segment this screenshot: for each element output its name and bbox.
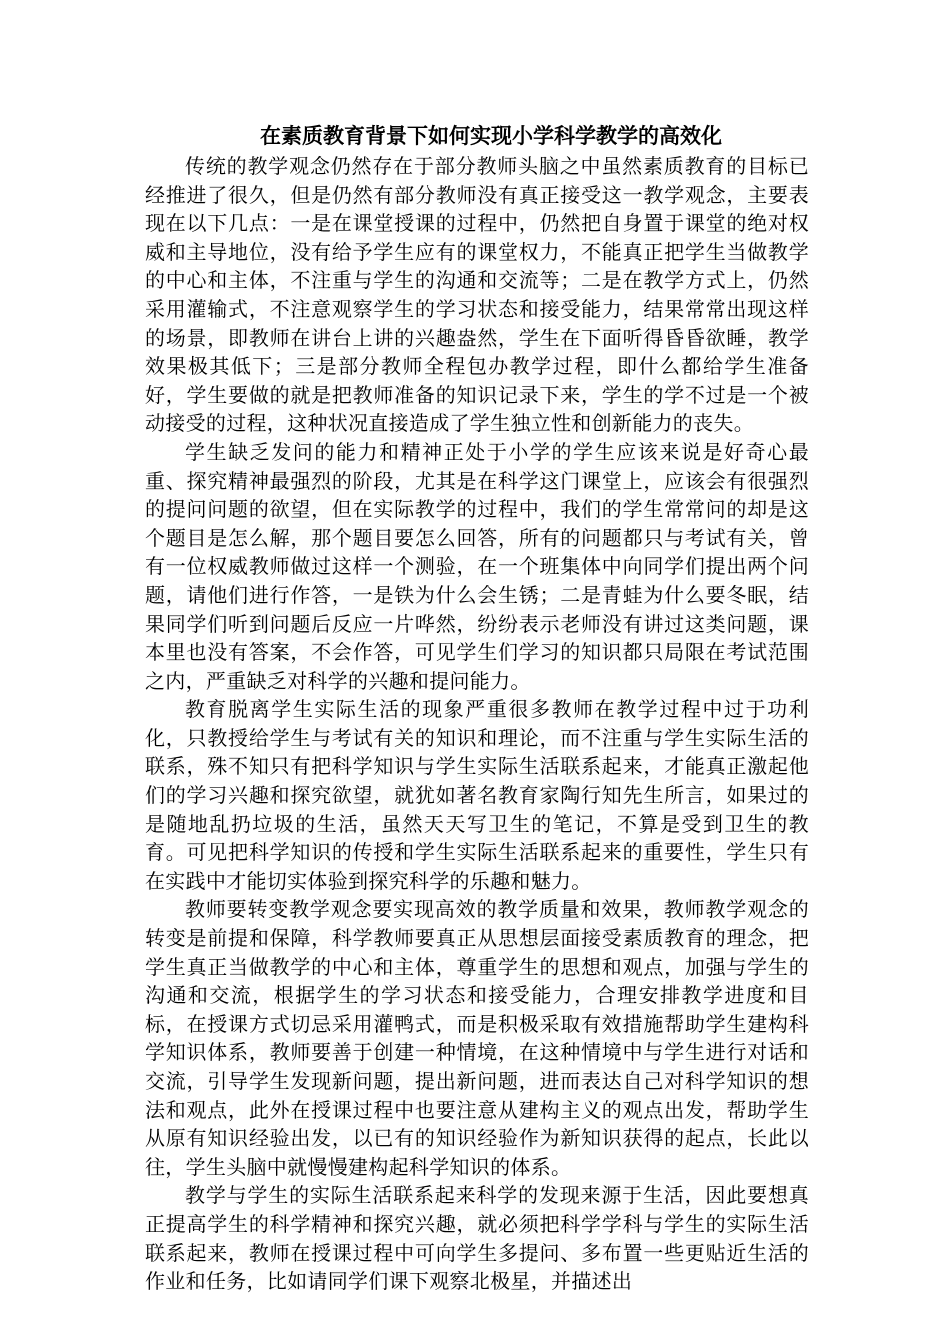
- paragraph-5: 教学与学生的实际生活联系起来科学的发现来源于生活，因此要想真正提高学生的科学精神和探究兴趣，就必须把科学学科与学生的实际生活联系起来，教师在授课过程中可向学生多提问、多布置一些更贴近生活的作业和任务，比如请同学们课下观察北极星，并描述出: [145, 1183, 809, 1294]
- paragraph-3: 教育脱离学生实际生活的现象严重很多教师在教学过程中过于功利化，只教授给学生与考试有关的知识和理论，而不注重与学生实际生活的联系，殊不知只有把科学知识与学生实际生活联系起来，才能真正激起他们的学习兴趣和探究欲望，就犹如著名教育家陶行知先生所言，如果过的是随地乱扔垃圾的生活，虽然天天写卫生的笔记，不算是受到卫生的教育。可见把科学知识的传授和学生实际生活联系起来的重要性，学生只有在实践中才能切实体验到探究科学的乐趣和魅力。: [145, 697, 809, 893]
- document-title: 在素质教育背景下如何实现小学科学教学的高效化: [260, 123, 722, 148]
- paragraph-4: 教师要转变教学观念要实现高效的教学质量和效果，教师教学观念的转变是前提和保障，科学教师要真正从思想层面接受素质教育的理念，把学生真正当做教学的中心和主体，尊重学生的思想和观点，加强与学生的沟通和交流，根据学生的学习状态和接受能力，合理安排教学进度和目标，在授课方式切忌采用灌鸭式，而是积极采取有效措施帮助学生建构科学知识体系，教师要善于创建一种情境，在这种情境中与学生进行对话和交流，引导学生发现新问题，提出新问题，进而表达自己对科学知识的想法和观点，此外在授课过程中也要注意从建构主义的观点出发，帮助学生从原有知识经验出发，以已有的知识经验作为新知识获得的起点，长此以往，学生头脑中就慢慢建构起科学知识的体系。: [145, 897, 809, 1179]
- document-body: [145, 120, 809, 1296]
- paragraph-2: 学生缺乏发问的能力和精神正处于小学的学生应该来说是好奇心最重、探究精神最强烈的阶段，尤其是在科学这门课堂上，应该会有很强烈的提问问题的欲望，但在实际教学的过程中，我们的学生常常问的却是这个题目是怎么解，那个题目要怎么回答，所有的问题都只与考试有关，曾有一位权威教师做过这样一个测验，在一个班集体中向同学们提出两个问题，请他们进行作答，一是铁为什么会生锈；二是青蛙为什么要冬眠，结果同学们听到问题后反应一片哗然，纷纷表示老师没有讲过这类问题，课本里也没有答案，不会作答，可见学生们学习的知识都只局限在考试范围之内，严重缺乏对科学的兴趣和提问能力。: [145, 439, 809, 693]
- paragraph-1: 传统的教学观念仍然存在于部分教师头脑之中虽然素质教育的目标已经推进了很久，但是仍然有部分教师没有真正接受这一教学观念，主要表现在以下几点：一是在课堂授课的过程中，仍然把自身置于课堂的绝对权威和主导地位，没有给予学生应有的课堂权力，不能真正把学生当做教学的中心和主体，不注重与学生的沟通和交流等；二是在教学方式上，仍然采用灌输式，不注意观察学生的学习状态和接受能力，结果常常出现这样的场景，即教师在讲台上讲的兴趣盎然，学生在下面听得昏昏欲睡，教学效果极其低下；三是部分教师全程包办教学过程，即什么都给学生准备好，学生要做的就是把教师准备的知识记录下来，学生的学不过是一个被动接受的过程，这种状况直接造成了学生独立性和创新能力的丧失。: [145, 154, 809, 436]
